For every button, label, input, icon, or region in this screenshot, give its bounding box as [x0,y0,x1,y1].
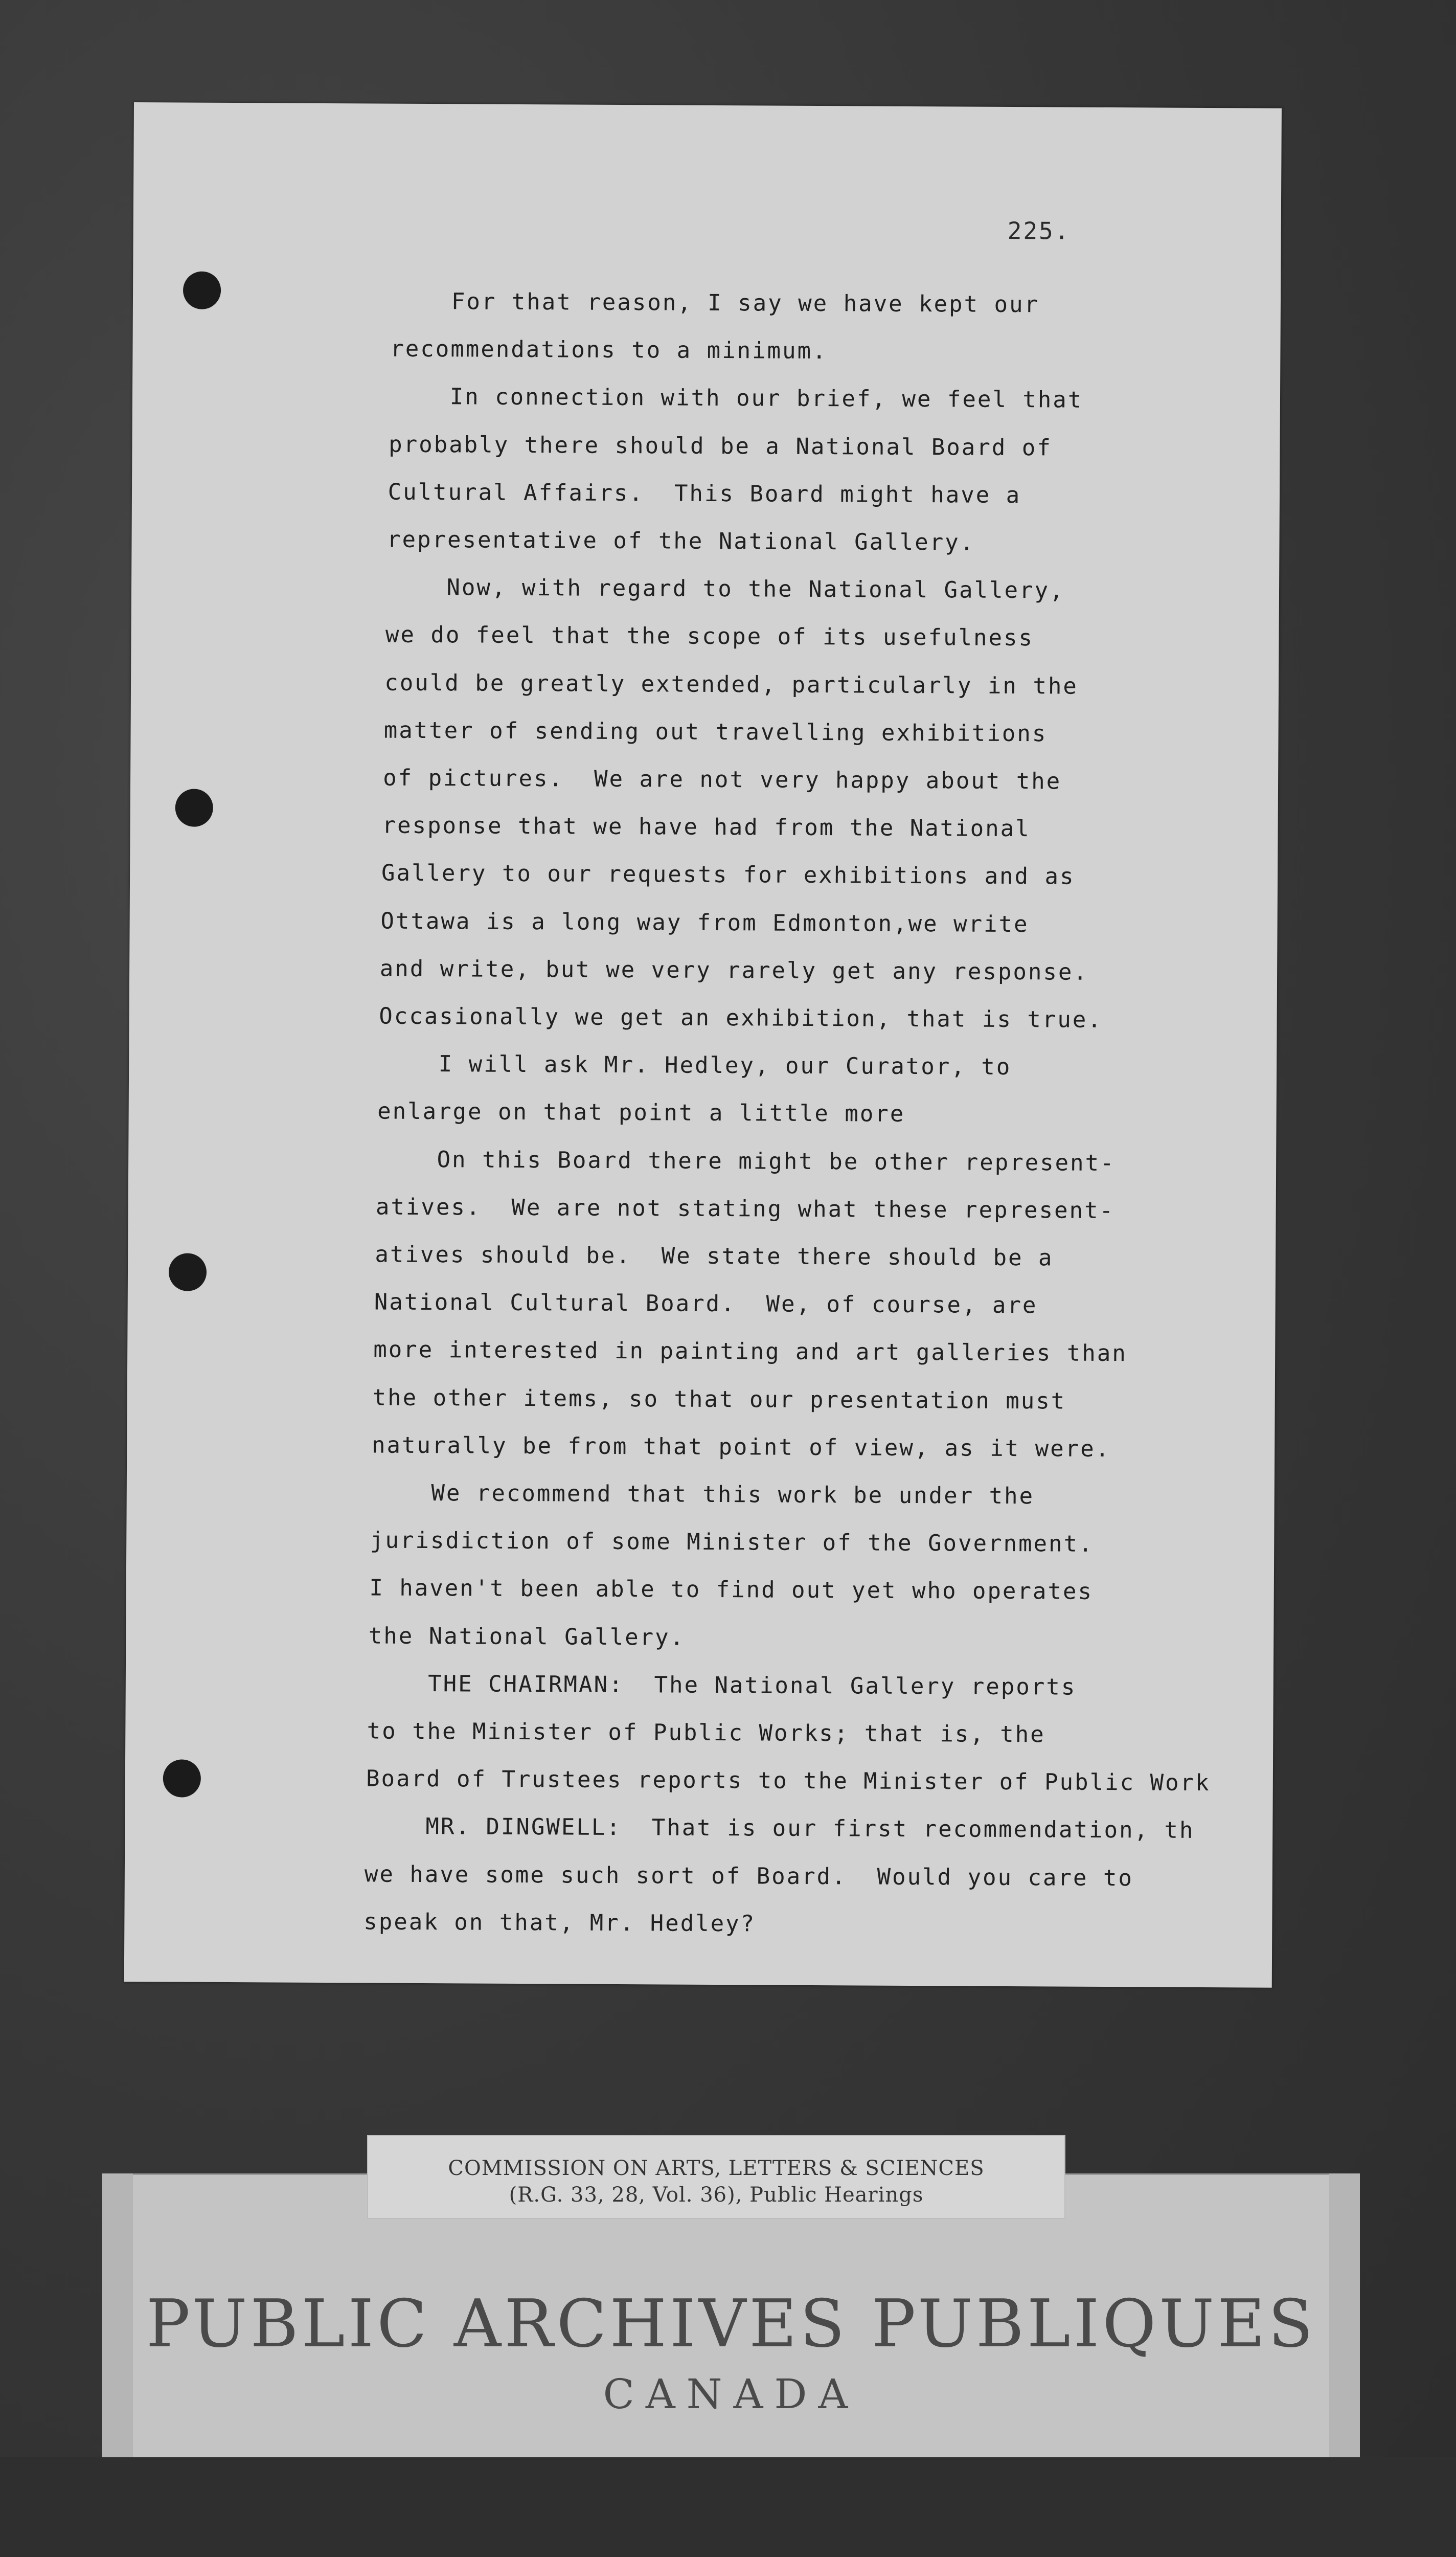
text-line: enlarge on that point a little more [377,1098,905,1128]
typed-body [124,102,1282,1988]
text-line: On this Board there might be other represent- [376,1146,1116,1176]
text-line: Now, with regard to the National Gallery, [386,574,1065,604]
text-line: I will ask Mr. Hedley, our Curator, to [378,1050,1012,1081]
text-line: speak on that, Mr. Hedley? [363,1909,756,1937]
collection-caption [367,2135,1065,2219]
text-line: Ottawa is a long way from Edmonton,we write [380,908,1029,937]
text-line: we have some such sort of Board. Would you care to [364,1861,1134,1891]
text-line: THE CHAIRMAN: The National Gallery reports [368,1670,1077,1700]
text-line: matter of sending out travelling exhibitions [383,717,1048,747]
page-number: 225. [1007,216,1071,245]
text-line: MR. DINGWELL: That is our first recommendation, th [365,1813,1195,1844]
text-line: Cultural Affairs. This Board might have a [388,479,1021,508]
text-line: of pictures. We are not very happy about the [383,765,1062,795]
text-line: more interested in painting and art galleries than [373,1336,1127,1367]
text-line: We recommend that this work be under the [371,1479,1035,1510]
text-line: probably there should be a National Board of [389,431,1052,461]
text-line: jurisdiction of some Minister of the Government. [370,1527,1094,1558]
text-line: For that reason, I say we have kept our [391,288,1040,318]
text-line: and write, but we very rarely get any response. [379,955,1089,985]
archive-country: CANADA [603,2370,859,2418]
text-line: could be greatly extended, particularly in the [384,669,1079,700]
text-line: the National Gallery. [368,1623,686,1651]
text-line: recommendations to a minimum. [390,335,828,365]
text-line: Occasionally we get an exhibition, that is true. [379,1003,1103,1033]
text-line: In connection with our brief, we feel that [389,384,1083,414]
caption-line-2: (R.G. 33, 28, Vol. 36), Public Hearings [509,2183,924,2207]
text-line: Gallery to our requests for exhibitions and as [381,860,1075,890]
text-line: atives should be. We state there should be a [375,1241,1054,1271]
text-line: we do feel that the scope of its usefulness [385,621,1034,652]
typewritten-page [124,102,1282,1988]
text-line: representative of the National Gallery. [386,526,975,556]
text-line: atives. We are not stating what these represent- [375,1194,1115,1224]
film-bottom-edge [0,2457,1456,2557]
text-line: the other items, so that our presentation must [372,1384,1066,1415]
text-line: Board of Trustees reports to the Minister of Public Work [366,1765,1211,1797]
archive-title: PUBLIC ARCHIVES PUBLIQUES [146,2286,1316,2362]
text-line: to the Minister of Public Works; that is, the [367,1718,1045,1748]
caption-line-1: COMMISSION ON ARTS, LETTERS & SCIENCES [448,2157,985,2180]
text-line: response that we have had from the National [382,812,1031,842]
text-line: naturally be from that point of view, as it were. [371,1432,1111,1462]
text-line: National Cultural Board. We, of course, are [374,1289,1038,1319]
text-line: I haven't been able to find out yet who operates [369,1575,1094,1605]
